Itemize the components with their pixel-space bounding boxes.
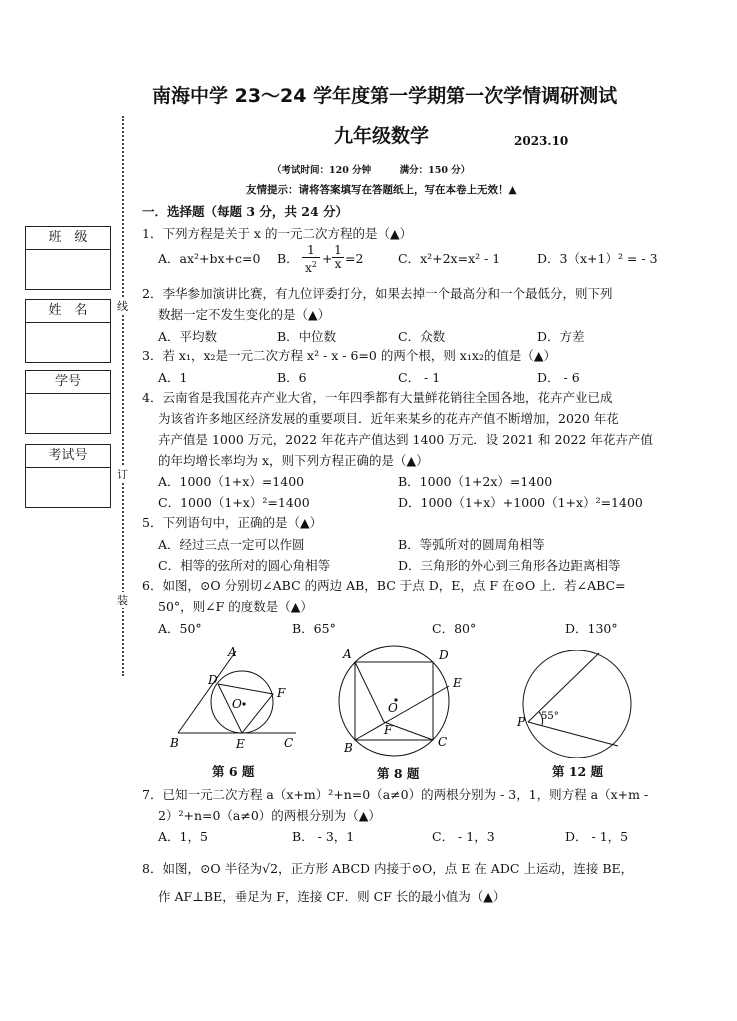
fig8-line-af	[355, 662, 384, 722]
fig8-caption: 第 8 题	[377, 766, 420, 781]
exam-number-label: 考试号	[26, 445, 110, 468]
fig12-circle	[523, 650, 631, 758]
q6-line2: 50°，则∠F 的度数是（▲）	[158, 599, 313, 614]
exam-number-box[interactable]	[25, 444, 111, 508]
q2-option-d: D．方差	[537, 329, 585, 344]
class-label: 班 级	[26, 227, 110, 250]
subject-title: 九年级数学	[334, 125, 430, 147]
fig6-label-b: B	[170, 736, 179, 750]
exam-meta: （考试时间：120 分钟 满分：150 分）	[272, 165, 471, 176]
fig12-label-p: P	[517, 715, 526, 729]
student-id-box[interactable]	[25, 370, 111, 434]
fig6-line-ba	[178, 651, 236, 733]
figure-12	[514, 650, 639, 758]
q4-option-d: D．1000（1+x）+1000（1+x）²=1400	[398, 495, 643, 510]
q1-option-b-letter: B．	[277, 251, 299, 266]
fig8-label-o: O	[388, 701, 398, 715]
q2-line2: 数据一定不发生变化的是（▲）	[158, 307, 331, 322]
binding-mark-ding: 订	[117, 468, 128, 481]
student-id-label: 学号	[26, 371, 110, 394]
q7-option-b: B． - 3，1	[292, 829, 355, 844]
fig12-chord2	[528, 722, 618, 746]
q7-line1: 7．已知一元二次方程 a（x+m）²+n=0（a≠0）的两根分别为 - 3，1，则方程 a（x+m -	[142, 787, 649, 802]
q4-line1: 4．云南省是我国花卉产业大省，一年四季都有大量鲜花销往全国各地，花卉产业已成	[142, 390, 613, 405]
q8-line1: 8．如图，⊙O 半径为√2，正方形 ABCD 内接于⊙O，点 E 在 ADC 上运动，连接 BE，	[142, 861, 634, 876]
fig8-label-a: A	[343, 647, 352, 661]
q6-line1: 6．如图，⊙O 分别切∠ABC 的两边 AB，BC 于点 D，E，点 F 在⊙O 上．若∠ABC=	[142, 578, 626, 593]
fig8-line-be	[355, 686, 449, 740]
fig6-label-o: O	[232, 697, 242, 711]
figure-6	[160, 642, 310, 754]
fig6-label-e: E	[236, 737, 245, 751]
fig12-angle-label: 55°	[541, 711, 559, 722]
q7-option-a: A．1，5	[158, 829, 208, 844]
q6-option-b: B．65°	[292, 621, 336, 636]
binding-mark-zhuang: 装	[117, 594, 128, 607]
q3-option-b: B．6	[277, 370, 307, 385]
q4-option-c: C．1000（1+x）²=1400	[158, 495, 310, 510]
fig6-center-dot	[242, 702, 245, 705]
q1-b-frac2: 1 x	[332, 244, 344, 271]
exam-date: 2023.10	[514, 134, 569, 148]
q2-option-b: B．中位数	[277, 329, 337, 344]
q8-line2: 作 AF⊥BE，垂足为 F，连接 CF．则 CF 长的最小值为（▲）	[158, 889, 506, 904]
section-heading: 一．选择题（每题 3 分，共 24 分）	[142, 204, 349, 219]
q7-line2: 2）²+n=0（a≠0）的两根分别为（▲）	[158, 808, 381, 823]
name-box[interactable]	[25, 299, 111, 363]
fig12-chord1	[528, 653, 599, 722]
name-label: 姓 名	[26, 300, 110, 323]
q5-option-d: D．三角形的外心到三角形各边距离相等	[398, 558, 621, 573]
q5-option-a: A．经过三点一定可以作圆	[158, 537, 305, 552]
q2-option-a: A．平均数	[158, 329, 218, 344]
q1-option-a: A．ax²+bx+c=0	[158, 251, 261, 266]
fig6-label-d: D	[208, 673, 218, 687]
fig8-label-b: B	[344, 741, 353, 755]
q5-stem: 5．下列语句中，正确的是（▲）	[142, 515, 323, 530]
exam-title: 南海中学 23～24 学年度第一学期第一次学情调研测试	[152, 85, 618, 107]
fig6-caption: 第 6 题	[212, 764, 255, 779]
q1-b-plus: +	[322, 251, 333, 266]
fig6-label-a: A	[228, 645, 237, 659]
q4-option-a: A．1000（1+x）=1400	[158, 474, 305, 489]
q5-option-c: C．相等的弦所对的圆心角相等	[158, 558, 331, 573]
q3-stem: 3．若 x₁，x₂是一元二次方程 x² - x - 6=0 的两个根，则 x₁x₂的值是（▲）	[142, 348, 557, 363]
q2-line1: 2．李华参加演讲比赛，有九位评委打分，如果去掉一个最高分和一个最低分，则下列	[142, 286, 613, 301]
q6-option-c: C．80°	[432, 621, 477, 636]
q5-option-b: B．等弧所对的圆周角相等	[398, 537, 545, 552]
fig8-label-d: D	[439, 648, 449, 662]
friendly-tip: 友情提示：请将答案填写在答题纸上，写在本卷上无效！▲	[246, 184, 517, 196]
q4-line2: 为该省许多地区经济发展的重要项目．近年来某乡的花卉产值不断增加，2020 年花	[158, 411, 619, 426]
fig6-circle	[211, 671, 273, 733]
fig12-caption: 第 12 题	[552, 764, 604, 779]
q7-option-c: C． - 1，3	[432, 829, 495, 844]
q2-option-c: C．众数	[398, 329, 446, 344]
fig6-label-f: F	[277, 686, 286, 700]
q1-b-frac1: 1 $x^2$	[302, 244, 320, 275]
fig6-triangle-def	[218, 684, 273, 733]
q3-option-c: C． - 1	[398, 370, 441, 385]
fig8-label-e: E	[453, 676, 462, 690]
figure-8	[334, 642, 469, 760]
q7-option-d: D． - 1，5	[565, 829, 629, 844]
q1-option-c: C．x²+2x=x² - 1	[398, 251, 501, 266]
q3-option-d: D． - 6	[537, 370, 580, 385]
class-box[interactable]	[25, 226, 111, 290]
q1-b-eq: =2	[345, 251, 364, 266]
q4-line3: 卉产值是 1000 万元，2022 年花卉产值达到 1400 万元．设 2021 和 2022 年花卉产值	[158, 432, 653, 447]
fig8-label-c: C	[438, 735, 448, 749]
q3-option-a: A．1	[158, 370, 188, 385]
q4-option-b: B．1000（1+2x）=1400	[398, 474, 553, 489]
q1-option-d: D．3（x+1）² = - 3	[537, 251, 658, 266]
q6-option-d: D．130°	[565, 621, 618, 636]
fig6-label-c: C	[284, 736, 294, 750]
q4-line4: 的年均增长率均为 x，则下列方程正确的是（▲）	[158, 453, 429, 468]
q1-stem: 1．下列方程是关于 x 的一元二次方程的是（▲）	[142, 226, 413, 241]
fig8-label-f: F	[384, 723, 393, 737]
q6-option-a: A．50°	[158, 621, 202, 636]
binding-mark-xian: 线	[117, 300, 128, 313]
